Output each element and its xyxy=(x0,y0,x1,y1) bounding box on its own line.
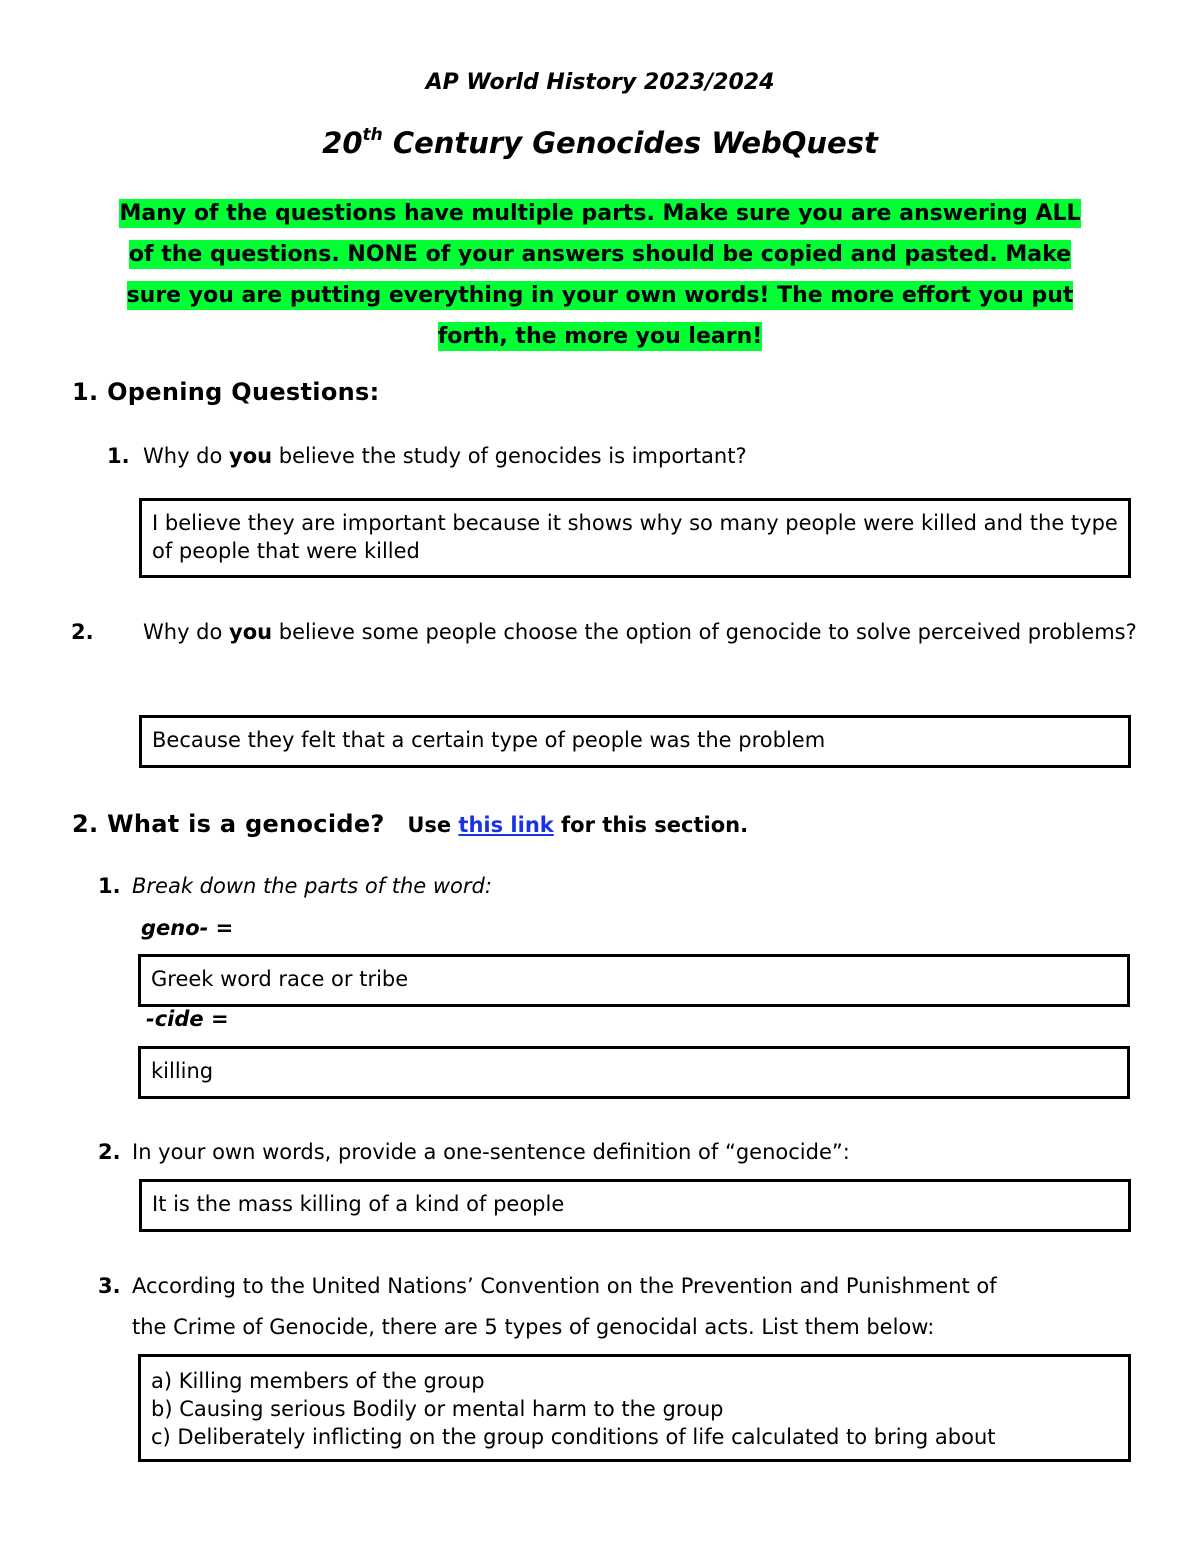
section-2-heading xyxy=(72,810,748,838)
section-2-question-1 xyxy=(98,866,492,907)
question-text: In your own words, provide a one-sentence definition of “genocide”: xyxy=(132,1140,850,1164)
title-rest: Century Genocides WebQuest xyxy=(382,126,878,160)
question-text-emphasis: you xyxy=(229,620,273,644)
instructions-line-2: of the questions. NONE of your answers should be copied and pasted. Make xyxy=(128,242,1072,267)
question-number: 2. xyxy=(71,620,94,644)
question-text-line-2: the Crime of Genocide, there are 5 types of genocidal acts. List them below: xyxy=(132,1315,935,1339)
section-2-question-2 xyxy=(98,1132,850,1173)
instructions-line-3: sure you are putting everything in your own words! The more effort you put xyxy=(126,283,1074,308)
instructions-line-4: forth, the more you learn! xyxy=(437,324,763,349)
cide-equals: = xyxy=(203,1007,229,1031)
section-2-number: 2. xyxy=(72,810,99,838)
question-text-line-1: According to the United Nations’ Convention on the Prevention and Punishment of xyxy=(132,1274,997,1298)
question-number: 1. xyxy=(98,874,121,898)
question-text: Break down the parts of the word: xyxy=(132,874,492,898)
question-text-pre: Why do xyxy=(143,444,230,468)
question-number: 1. xyxy=(107,444,130,468)
answer-line: b) Causing serious Bodily or mental harm to the group xyxy=(151,1397,724,1421)
section-1-number: 1. xyxy=(72,378,99,406)
title-superscript: th xyxy=(362,125,383,145)
instructions xyxy=(80,193,1120,357)
section-2-instruction xyxy=(407,813,748,837)
question-text-post: believe the study of genocides is important? xyxy=(272,444,747,468)
section-1-question-1 xyxy=(107,436,1137,477)
question-number: 2. xyxy=(98,1140,121,1164)
question-text-emphasis: you xyxy=(229,444,273,468)
answer-box-genocidal-acts[interactable] xyxy=(138,1354,1131,1462)
question-number: 3. xyxy=(98,1274,121,1298)
use-text-post: for this section. xyxy=(553,813,749,837)
answer-line: a) Killing members of the group xyxy=(151,1369,485,1393)
section-1-question-2 xyxy=(71,612,1183,653)
geno-label xyxy=(141,916,233,940)
cide-label-text: -cide xyxy=(146,1007,204,1031)
section-2-title: What is a genocide? xyxy=(107,810,385,838)
section-1-heading xyxy=(72,378,379,406)
answer-box-definition[interactable]: It is the mass killing of a kind of people xyxy=(139,1179,1131,1232)
use-text: Use xyxy=(407,813,459,837)
question-text-pre: Why do xyxy=(143,620,230,644)
answer-box-opening-2[interactable]: Because they felt that a certain type of people was the problem xyxy=(139,715,1131,768)
geno-equals: = xyxy=(208,916,234,940)
question-text-post: believe some people choose the option of genocide to solve perceived problems? xyxy=(272,620,1137,644)
cide-label xyxy=(146,1007,229,1031)
answer-box-cide[interactable]: killing xyxy=(138,1046,1130,1099)
instructions-line-1: Many of the questions have multiple parts. Make sure you are answering ALL xyxy=(119,201,1081,226)
section-2-question-3 xyxy=(98,1266,1158,1348)
course-title: AP World History 2023/2024 xyxy=(425,70,775,95)
answer-line: c) Deliberately inflicting on the group conditions of life calculated to bring about xyxy=(151,1425,996,1449)
answer-box-geno[interactable]: Greek word race or tribe xyxy=(138,954,1130,1007)
answer-box-opening-1[interactable]: I believe they are important because it shows why so many people were killed and the type of people that were killed xyxy=(139,498,1131,578)
resource-link[interactable]: this link xyxy=(458,813,554,837)
geno-label-text: geno- xyxy=(141,916,209,940)
section-1-title: Opening Questions: xyxy=(107,378,380,406)
page-title xyxy=(0,126,1200,160)
title-prefix: 20 xyxy=(322,126,363,160)
